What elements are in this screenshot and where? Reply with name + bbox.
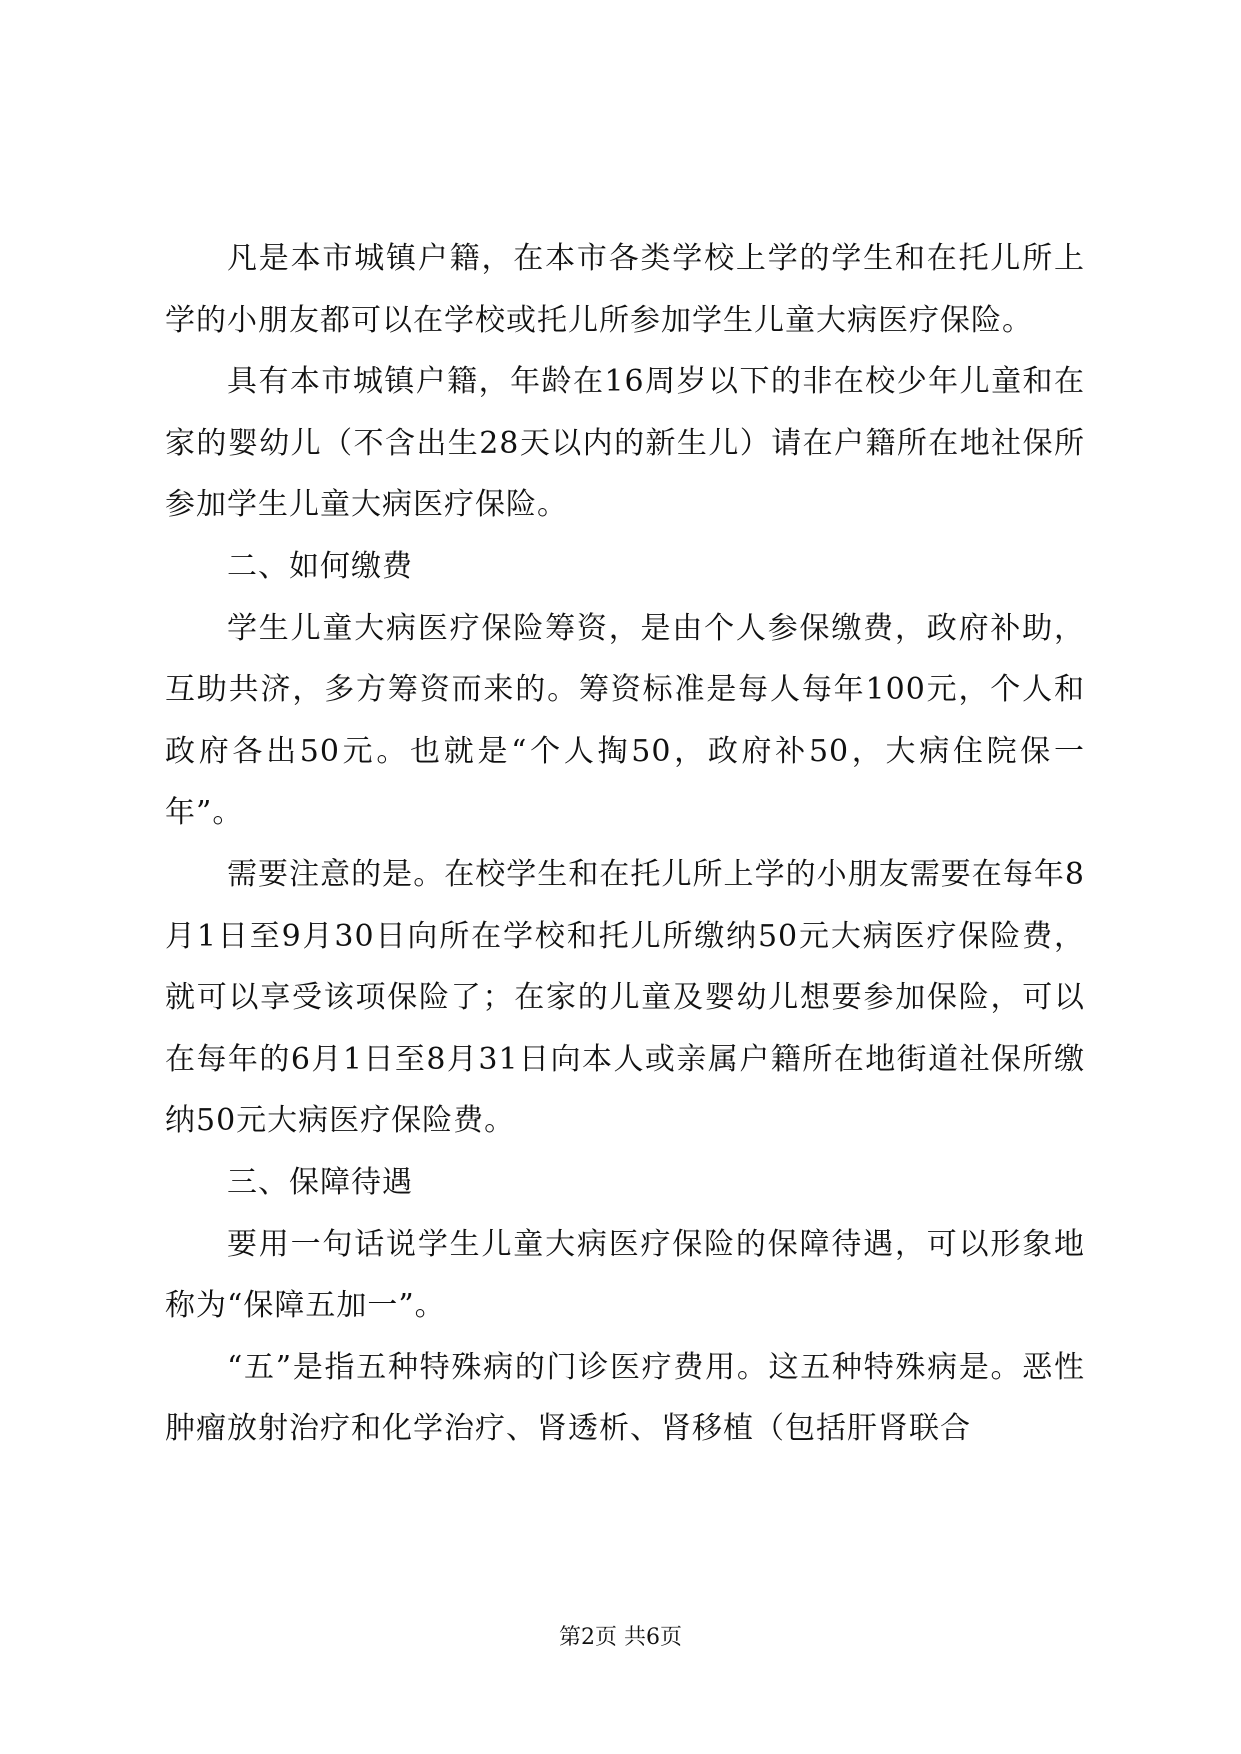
section-heading-benefits: 三、保障待遇: [227, 1164, 413, 1200]
paragraph-eligibility-students: 凡是本市城镇户籍，在本市各类学校上学的学生和在托儿所上学的小朋友都可以在学校或托儿所参加学生儿童大病医疗保险。: [165, 241, 1085, 338]
paragraph-benefits-summary: 要用一句话说学生儿童大病医疗保险的保障待遇，可以形象地称为“保障五加一”。: [165, 1226, 1085, 1324]
page-number-footer: 第2页 共6页: [559, 1625, 682, 1650]
paragraph-five-diseases: “五”是指五种特殊病的门诊医疗费用。这五种特殊病是。恶性肿瘤放射治疗和化学治疗、肾透析、肾移植（包括肝肾联合: [165, 1349, 1085, 1447]
document-body: [165, 228, 1085, 1460]
paragraph-eligibility-children: 具有本市城镇户籍，年龄在16周岁以下的非在校少年儿童和在家的婴幼儿（不含出生28天以内的新生儿）请在户籍所在地社保所参加学生儿童大病医疗保险。: [165, 364, 1085, 523]
paragraph-payment-dates: 需要注意的是。在校学生和在托儿所上学的小朋友需要在每年8月1日至9月30日向所在学校和托儿所缴纳50元大病医疗保险费，就可以享受该项保险了；在家的儿童及婴幼儿想要参加保险，可以在每年的6月1日至8月31日向本人或亲属户籍所在地街道社保所缴纳50元大病医疗保险费。: [165, 856, 1085, 1139]
section-heading-payment: 二、如何缴费: [227, 548, 413, 584]
paragraph-funding: 学生儿童大病医疗保险筹资，是由个人参保缴费，政府补助，互助共济，多方筹资而来的。筹资标准是每人每年100元，个人和政府各出50元。也就是“个人掏50，政府补50，大病住院保一年”。: [165, 610, 1085, 831]
